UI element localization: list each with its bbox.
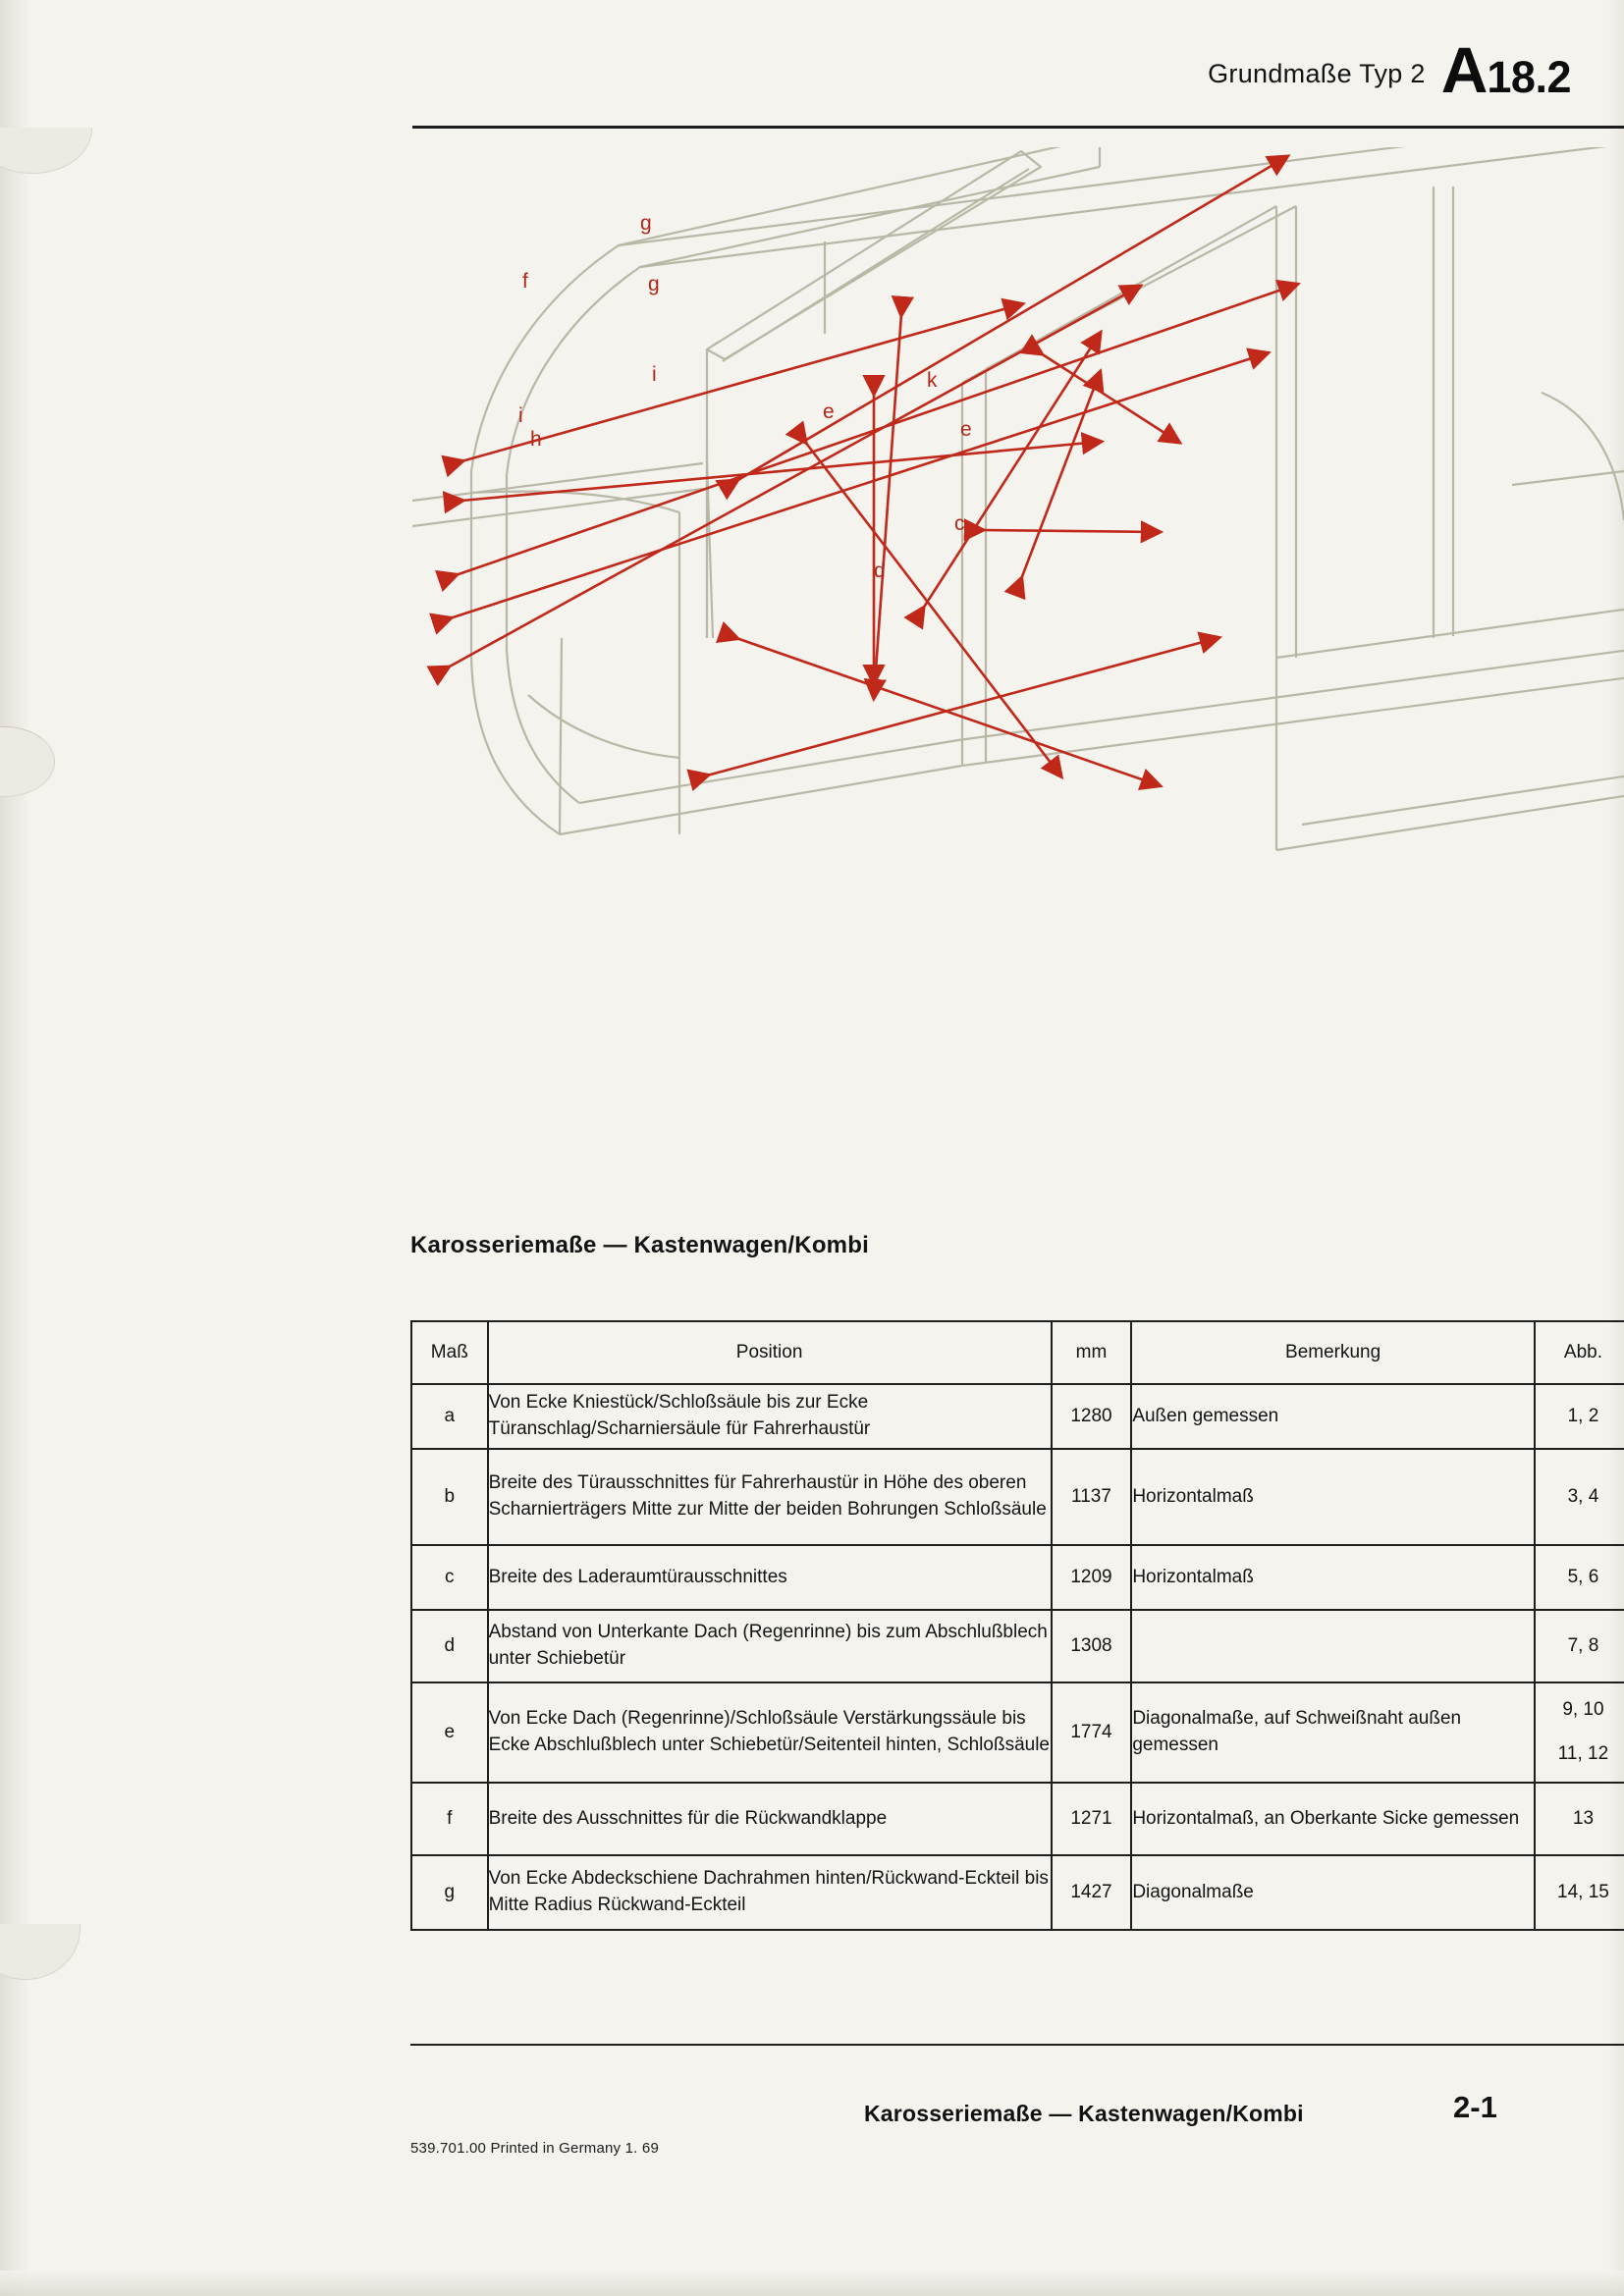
- cell-bemerkung: Diagonalmaße, auf Schweißnaht außen gemessen: [1131, 1682, 1535, 1783]
- figure-label-i1: i: [652, 363, 657, 386]
- cell-mm: 1774: [1052, 1682, 1132, 1783]
- table-row: [411, 1545, 1624, 1610]
- figure-label-d: d: [874, 560, 886, 582]
- cell-position: Abstand von Unterkante Dach (Regenrinne) bis zum Abschlußblech unter Schiebetür: [488, 1610, 1052, 1682]
- cell-mm: 1280: [1052, 1384, 1132, 1449]
- table-row: [411, 1610, 1624, 1682]
- footer-title: Karosseriemaße — Kastenwagen/Kombi: [864, 2101, 1304, 2126]
- cell-mass: b: [411, 1449, 488, 1545]
- page-number: 2-1: [1453, 2090, 1497, 2124]
- cell-mm: 1271: [1052, 1783, 1132, 1855]
- cell-abb: 7, 8: [1535, 1610, 1624, 1682]
- paper-edge-bottom: [0, 2270, 1624, 2296]
- cell-bemerkung: [1131, 1610, 1535, 1682]
- cell-bemerkung: Horizontalmaß: [1131, 1545, 1535, 1610]
- table-row: [411, 1449, 1624, 1545]
- cell-mm: 1137: [1052, 1449, 1132, 1545]
- cell-mass: e: [411, 1682, 488, 1783]
- cell-bemerkung: Horizontalmaß: [1131, 1449, 1535, 1545]
- figure-label-g1: g: [640, 212, 652, 235]
- cell-position: Breite des Ausschnittes für die Rückwandklappe: [488, 1783, 1052, 1855]
- column-header-abb: Abb.: [1535, 1321, 1624, 1384]
- cell-bemerkung: Horizontalmaß, an Oberkante Sicke gemessen: [1131, 1783, 1535, 1855]
- cell-mass: g: [411, 1855, 488, 1930]
- dimensions-table-wrapper: [410, 1320, 1624, 1931]
- body-diagram-svg: [412, 147, 1624, 1178]
- dimensions-table: [410, 1320, 1624, 1931]
- footer-rule: [410, 2044, 1624, 2046]
- table-row: [411, 1783, 1624, 1855]
- figure-label-g2: g: [648, 273, 660, 295]
- column-header-bemerkung: Bemerkung: [1131, 1321, 1535, 1384]
- binder-hole-middle: [0, 726, 55, 797]
- header-rule: [412, 126, 1624, 129]
- column-header-position: Position: [488, 1321, 1052, 1384]
- cell-position: Von Ecke Kniestück/Schloßsäule bis zur Ecke Türanschlag/Scharniersäule für Fahrerhaustür: [488, 1384, 1052, 1449]
- body-diagram: [412, 147, 1624, 1178]
- cell-mm: 1427: [1052, 1855, 1132, 1930]
- cell-abb: 1, 2: [1535, 1384, 1624, 1449]
- cell-mm: 1308: [1052, 1610, 1132, 1682]
- cell-bemerkung: Diagonalmaße: [1131, 1855, 1535, 1930]
- dimension-arrows: [448, 157, 1296, 785]
- cell-mass: c: [411, 1545, 488, 1610]
- figure-label-k: k: [927, 369, 938, 392]
- table-row: [411, 1855, 1624, 1930]
- cell-position: Von Ecke Abdeckschiene Dachrahmen hinten/Rückwand-Eckteil bis Mitte Radius Rückwand-Eckteil: [488, 1855, 1052, 1930]
- figure-label-e1: e: [823, 400, 835, 423]
- figure-label-e2: e: [960, 418, 972, 441]
- binder-hole-bottom: [0, 1924, 81, 1980]
- cell-position: Breite des Laderaumtürausschnittes: [488, 1545, 1052, 1610]
- cell-mass: a: [411, 1384, 488, 1449]
- table-header-row: [411, 1321, 1624, 1384]
- column-header-mass: Maß: [411, 1321, 488, 1384]
- figure-label-h: h: [530, 428, 542, 451]
- section-code-number: 18.2: [1487, 52, 1571, 102]
- cell-bemerkung: Außen gemessen: [1131, 1384, 1535, 1449]
- cell-position: Von Ecke Dach (Regenrinne)/Schloßsäule Verstärkungssäule bis Ecke Abschlußblech unter Schiebetür/Seitenteil hinten, Schloßsäule: [488, 1682, 1052, 1783]
- header-title: Grundmaße Typ 2: [1208, 59, 1426, 88]
- cell-abb: [1535, 1682, 1624, 1783]
- cell-abb: 14, 15: [1535, 1855, 1624, 1930]
- vehicle-outline: [412, 147, 1624, 850]
- table-row: [411, 1682, 1624, 1783]
- section-code: [1440, 33, 1571, 106]
- cell-mass: d: [411, 1610, 488, 1682]
- figure-label-f: f: [522, 270, 528, 293]
- print-info: 539.701.00 Printed in Germany 1. 69: [410, 2140, 659, 2157]
- figure-label-c: c: [954, 512, 965, 535]
- column-header-mm: mm: [1052, 1321, 1132, 1384]
- binder-hole-top: [0, 128, 92, 174]
- cell-abb: 5, 6: [1535, 1545, 1624, 1610]
- figure-label-i2: i: [518, 404, 523, 427]
- table-row: [411, 1384, 1624, 1449]
- page-header: [412, 33, 1571, 106]
- cell-mm: 1209: [1052, 1545, 1132, 1610]
- cell-position: Breite des Türausschnittes für Fahrerhaustür in Höhe des oberen Scharnierträgers Mitte zur Mitte der beiden Bohrungen Schloßsäule: [488, 1449, 1052, 1545]
- cell-abb: 3, 4: [1535, 1449, 1624, 1545]
- section-code-letter: A: [1440, 33, 1488, 106]
- section-title: Karosseriemaße — Kastenwagen/Kombi: [410, 1232, 869, 1258]
- cell-abb: 13: [1535, 1783, 1624, 1855]
- cell-abb-line2: 11, 12: [1557, 1743, 1609, 1764]
- cell-mass: f: [411, 1783, 488, 1855]
- cell-abb-line1: 9, 10: [1562, 1699, 1604, 1721]
